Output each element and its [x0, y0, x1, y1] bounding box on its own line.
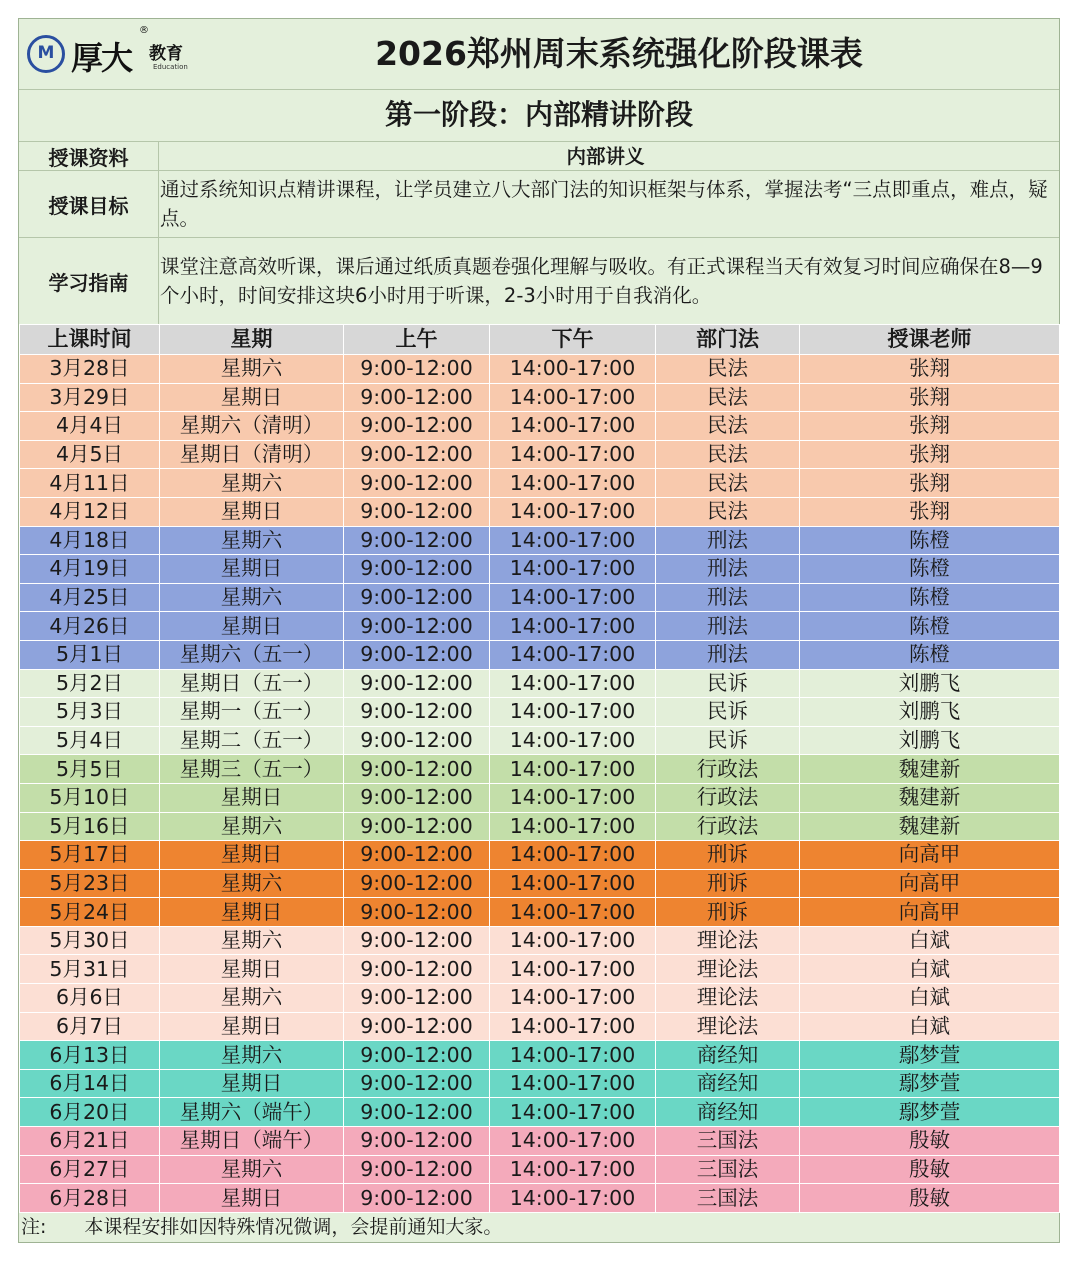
date-cell: 4月18日: [20, 526, 160, 555]
subject-cell: 刑法: [656, 526, 800, 555]
info-row-guide: [19, 238, 1059, 325]
subject-cell: 三国法: [656, 1155, 800, 1184]
footnote-text: 本课程安排如因特殊情况微调，会提前通知大家。: [84, 1216, 503, 1238]
date-cell: 6月7日: [20, 1012, 160, 1041]
column-header: 上课时间: [20, 325, 160, 355]
table-row: [20, 984, 1060, 1013]
column-header: 星期: [160, 325, 344, 355]
afternoon-cell: 14:00-17:00: [490, 726, 656, 755]
date-cell: 4月25日: [20, 583, 160, 612]
schedule-sheet: [18, 18, 1060, 1243]
morning-cell: 9:00-12:00: [344, 612, 490, 641]
date-cell: 4月19日: [20, 555, 160, 584]
teacher-cell: 向高甲: [800, 898, 1060, 927]
weekday-cell: 星期六（五一）: [160, 640, 344, 669]
logo-subtitle-en: Education: [153, 63, 188, 71]
table-row: [20, 926, 1060, 955]
date-cell: 5月5日: [20, 755, 160, 784]
subject-cell: 刑诉: [656, 869, 800, 898]
afternoon-cell: 14:00-17:00: [490, 926, 656, 955]
weekday-cell: 星期六: [160, 469, 344, 498]
afternoon-cell: 14:00-17:00: [490, 1098, 656, 1127]
teacher-cell: 张翔: [800, 412, 1060, 441]
morning-cell: 9:00-12:00: [344, 841, 490, 870]
weekday-cell: 星期日（清明）: [160, 440, 344, 469]
morning-cell: 9:00-12:00: [344, 783, 490, 812]
date-cell: 3月28日: [20, 355, 160, 384]
weekday-cell: 星期一（五一）: [160, 698, 344, 727]
info-label: 授课目标: [19, 171, 159, 237]
weekday-cell: 星期六: [160, 355, 344, 384]
brand-logo: [25, 25, 195, 81]
subject-cell: 民法: [656, 469, 800, 498]
date-cell: 5月1日: [20, 640, 160, 669]
date-cell: 4月26日: [20, 612, 160, 641]
subject-cell: 刑诉: [656, 898, 800, 927]
table-row: [20, 841, 1060, 870]
info-label: 授课资料: [19, 142, 159, 170]
teacher-cell: 殷敏: [800, 1184, 1060, 1213]
table-row: [20, 1184, 1060, 1213]
table-header-row: [20, 325, 1060, 355]
teacher-cell: 向高甲: [800, 841, 1060, 870]
subject-cell: 民法: [656, 440, 800, 469]
phase-title: 第一阶段：内部精讲阶段: [19, 89, 1059, 142]
table-row: [20, 812, 1060, 841]
afternoon-cell: 14:00-17:00: [490, 469, 656, 498]
morning-cell: 9:00-12:00: [344, 898, 490, 927]
page-title: 2026郑州周末系统强化阶段课表: [375, 34, 863, 73]
table-row: [20, 583, 1060, 612]
weekday-cell: 星期二（五一）: [160, 726, 344, 755]
morning-cell: 9:00-12:00: [344, 698, 490, 727]
subject-cell: 三国法: [656, 1184, 800, 1213]
afternoon-cell: 14:00-17:00: [490, 898, 656, 927]
teacher-cell: 白斌: [800, 955, 1060, 984]
weekday-cell: 星期六: [160, 583, 344, 612]
table-row: [20, 440, 1060, 469]
table-row: [20, 726, 1060, 755]
date-cell: 4月11日: [20, 469, 160, 498]
date-cell: 3月29日: [20, 383, 160, 412]
table-row: [20, 783, 1060, 812]
info-content: 课堂注意高效听课，课后通过纸质真题卷强化理解与吸收。有正式课程当天有效复习时间应确保在8—9个小时，时间安排这块6小时用于听课，2-3小时用于自我消化。: [160, 255, 1043, 307]
info-content: 通过系统知识点精讲课程，让学员建立八大部门法的知识框架与体系，掌握法考“三点即重点，难点，疑点。: [160, 178, 1048, 230]
date-cell: 5月30日: [20, 926, 160, 955]
afternoon-cell: 14:00-17:00: [490, 1012, 656, 1041]
date-cell: 4月5日: [20, 440, 160, 469]
table-row: [20, 612, 1060, 641]
morning-cell: 9:00-12:00: [344, 869, 490, 898]
subject-cell: 行政法: [656, 783, 800, 812]
date-cell: 6月28日: [20, 1184, 160, 1213]
logo-subtitle: 教育: [149, 44, 183, 64]
afternoon-cell: 14:00-17:00: [490, 1155, 656, 1184]
morning-cell: 9:00-12:00: [344, 440, 490, 469]
afternoon-cell: 14:00-17:00: [490, 383, 656, 412]
subject-cell: 民诉: [656, 726, 800, 755]
table-row: [20, 469, 1060, 498]
morning-cell: 9:00-12:00: [344, 955, 490, 984]
weekday-cell: 星期六: [160, 526, 344, 555]
date-cell: 6月6日: [20, 984, 160, 1013]
table-row: [20, 698, 1060, 727]
weekday-cell: 星期六（清明）: [160, 412, 344, 441]
morning-cell: 9:00-12:00: [344, 355, 490, 384]
morning-cell: 9:00-12:00: [344, 812, 490, 841]
info-label: 学习指南: [19, 238, 159, 324]
date-cell: 5月2日: [20, 669, 160, 698]
weekday-cell: 星期三（五一）: [160, 755, 344, 784]
teacher-cell: 魏建新: [800, 755, 1060, 784]
teacher-cell: 魏建新: [800, 812, 1060, 841]
morning-cell: 9:00-12:00: [344, 640, 490, 669]
morning-cell: 9:00-12:00: [344, 1184, 490, 1213]
title-row: [19, 19, 1059, 90]
table-row: [20, 640, 1060, 669]
weekday-cell: 星期六: [160, 812, 344, 841]
afternoon-cell: 14:00-17:00: [490, 1041, 656, 1070]
weekday-cell: 星期日（五一）: [160, 669, 344, 698]
subject-cell: 行政法: [656, 812, 800, 841]
morning-cell: 9:00-12:00: [344, 526, 490, 555]
subject-cell: 民法: [656, 383, 800, 412]
afternoon-cell: 14:00-17:00: [490, 869, 656, 898]
table-row: [20, 383, 1060, 412]
afternoon-cell: 14:00-17:00: [490, 412, 656, 441]
teacher-cell: 殷敏: [800, 1127, 1060, 1156]
subject-cell: 理论法: [656, 984, 800, 1013]
subject-cell: 刑法: [656, 640, 800, 669]
weekday-cell: 星期日: [160, 497, 344, 526]
afternoon-cell: 14:00-17:00: [490, 955, 656, 984]
teacher-cell: 向高甲: [800, 869, 1060, 898]
afternoon-cell: 14:00-17:00: [490, 812, 656, 841]
table-row: [20, 955, 1060, 984]
column-header: 授课老师: [800, 325, 1060, 355]
date-cell: 4月12日: [20, 497, 160, 526]
teacher-cell: 张翔: [800, 440, 1060, 469]
table-row: [20, 898, 1060, 927]
date-cell: 6月21日: [20, 1127, 160, 1156]
subject-cell: 民诉: [656, 669, 800, 698]
morning-cell: 9:00-12:00: [344, 1041, 490, 1070]
date-cell: 5月16日: [20, 812, 160, 841]
morning-cell: 9:00-12:00: [344, 1069, 490, 1098]
morning-cell: 9:00-12:00: [344, 583, 490, 612]
subject-cell: 刑法: [656, 555, 800, 584]
teacher-cell: 陈橙: [800, 612, 1060, 641]
afternoon-cell: 14:00-17:00: [490, 526, 656, 555]
teacher-cell: 殷敏: [800, 1155, 1060, 1184]
weekday-cell: 星期日: [160, 955, 344, 984]
schedule-table: [19, 324, 1060, 1213]
date-cell: 5月24日: [20, 898, 160, 927]
morning-cell: 9:00-12:00: [344, 555, 490, 584]
date-cell: 4月4日: [20, 412, 160, 441]
afternoon-cell: 14:00-17:00: [490, 1069, 656, 1098]
morning-cell: 9:00-12:00: [344, 497, 490, 526]
teacher-cell: 刘鹏飞: [800, 698, 1060, 727]
info-content: 内部讲义: [566, 144, 645, 168]
weekday-cell: 星期日: [160, 1069, 344, 1098]
weekday-cell: 星期日: [160, 1184, 344, 1213]
info-row-materials: [19, 142, 1059, 171]
morning-cell: 9:00-12:00: [344, 755, 490, 784]
weekday-cell: 星期六: [160, 869, 344, 898]
morning-cell: 9:00-12:00: [344, 926, 490, 955]
morning-cell: 9:00-12:00: [344, 383, 490, 412]
afternoon-cell: 14:00-17:00: [490, 984, 656, 1013]
date-cell: 6月27日: [20, 1155, 160, 1184]
afternoon-cell: 14:00-17:00: [490, 497, 656, 526]
teacher-cell: 张翔: [800, 497, 1060, 526]
column-header: 下午: [490, 325, 656, 355]
teacher-cell: 张翔: [800, 355, 1060, 384]
teacher-cell: 张翔: [800, 383, 1060, 412]
date-cell: 5月3日: [20, 698, 160, 727]
table-row: [20, 1098, 1060, 1127]
afternoon-cell: 14:00-17:00: [490, 612, 656, 641]
subject-cell: 商经知: [656, 1041, 800, 1070]
subject-cell: 理论法: [656, 926, 800, 955]
date-cell: 5月17日: [20, 841, 160, 870]
date-cell: 5月23日: [20, 869, 160, 898]
weekday-cell: 星期六: [160, 926, 344, 955]
weekday-cell: 星期日: [160, 1012, 344, 1041]
weekday-cell: 星期日: [160, 841, 344, 870]
footnote-prefix: 注:: [21, 1216, 47, 1238]
schedule-body: [20, 355, 1060, 1213]
date-cell: 6月14日: [20, 1069, 160, 1098]
teacher-cell: 白斌: [800, 926, 1060, 955]
subject-cell: 民法: [656, 497, 800, 526]
afternoon-cell: 14:00-17:00: [490, 783, 656, 812]
subject-cell: 理论法: [656, 955, 800, 984]
table-row: [20, 669, 1060, 698]
afternoon-cell: 14:00-17:00: [490, 669, 656, 698]
teacher-cell: 鄢梦萱: [800, 1041, 1060, 1070]
teacher-cell: 白斌: [800, 1012, 1060, 1041]
table-row: [20, 869, 1060, 898]
subject-cell: 商经知: [656, 1069, 800, 1098]
column-header: 部门法: [656, 325, 800, 355]
date-cell: 5月31日: [20, 955, 160, 984]
teacher-cell: 陈橙: [800, 555, 1060, 584]
date-cell: 6月20日: [20, 1098, 160, 1127]
column-header: 上午: [344, 325, 490, 355]
subject-cell: 刑诉: [656, 841, 800, 870]
teacher-cell: 陈橙: [800, 640, 1060, 669]
table-row: [20, 497, 1060, 526]
weekday-cell: 星期六: [160, 1041, 344, 1070]
subject-cell: 三国法: [656, 1127, 800, 1156]
table-row: [20, 1127, 1060, 1156]
weekday-cell: 星期日: [160, 783, 344, 812]
table-row: [20, 1012, 1060, 1041]
table-row: [20, 755, 1060, 784]
afternoon-cell: 14:00-17:00: [490, 440, 656, 469]
table-row: [20, 1069, 1060, 1098]
table-row: [20, 1155, 1060, 1184]
date-cell: 6月13日: [20, 1041, 160, 1070]
weekday-cell: 星期六（端午）: [160, 1098, 344, 1127]
subject-cell: 民法: [656, 355, 800, 384]
teacher-cell: 张翔: [800, 469, 1060, 498]
teacher-cell: 刘鹏飞: [800, 726, 1060, 755]
table-row: [20, 355, 1060, 384]
weekday-cell: 星期日: [160, 898, 344, 927]
morning-cell: 9:00-12:00: [344, 1155, 490, 1184]
subject-cell: 民法: [656, 412, 800, 441]
logo-registered-mark: ®: [139, 25, 149, 36]
morning-cell: 9:00-12:00: [344, 726, 490, 755]
afternoon-cell: 14:00-17:00: [490, 1184, 656, 1213]
morning-cell: 9:00-12:00: [344, 1012, 490, 1041]
weekday-cell: 星期日: [160, 555, 344, 584]
subject-cell: 行政法: [656, 755, 800, 784]
teacher-cell: 魏建新: [800, 783, 1060, 812]
morning-cell: 9:00-12:00: [344, 669, 490, 698]
logo-emblem-icon: M: [27, 35, 65, 73]
morning-cell: 9:00-12:00: [344, 412, 490, 441]
afternoon-cell: 14:00-17:00: [490, 755, 656, 784]
table-row: [20, 1041, 1060, 1070]
afternoon-cell: 14:00-17:00: [490, 1127, 656, 1156]
afternoon-cell: 14:00-17:00: [490, 555, 656, 584]
teacher-cell: 鄢梦萱: [800, 1098, 1060, 1127]
afternoon-cell: 14:00-17:00: [490, 841, 656, 870]
afternoon-cell: 14:00-17:00: [490, 640, 656, 669]
afternoon-cell: 14:00-17:00: [490, 355, 656, 384]
date-cell: 5月10日: [20, 783, 160, 812]
morning-cell: 9:00-12:00: [344, 469, 490, 498]
subject-cell: 刑法: [656, 583, 800, 612]
teacher-cell: 白斌: [800, 984, 1060, 1013]
table-row: [20, 555, 1060, 584]
info-row-goals: [19, 171, 1059, 238]
teacher-cell: 陈橙: [800, 583, 1060, 612]
morning-cell: 9:00-12:00: [344, 1098, 490, 1127]
logo-name: 厚大: [71, 39, 132, 77]
morning-cell: 9:00-12:00: [344, 984, 490, 1013]
footnote: [21, 1214, 502, 1240]
afternoon-cell: 14:00-17:00: [490, 698, 656, 727]
weekday-cell: 星期六: [160, 984, 344, 1013]
weekday-cell: 星期日: [160, 612, 344, 641]
weekday-cell: 星期日: [160, 383, 344, 412]
teacher-cell: 鄢梦萱: [800, 1069, 1060, 1098]
weekday-cell: 星期六: [160, 1155, 344, 1184]
subject-cell: 商经知: [656, 1098, 800, 1127]
teacher-cell: 陈橙: [800, 526, 1060, 555]
date-cell: 5月4日: [20, 726, 160, 755]
weekday-cell: 星期日（端午）: [160, 1127, 344, 1156]
morning-cell: 9:00-12:00: [344, 1127, 490, 1156]
table-row: [20, 412, 1060, 441]
afternoon-cell: 14:00-17:00: [490, 583, 656, 612]
teacher-cell: 刘鹏飞: [800, 669, 1060, 698]
subject-cell: 民诉: [656, 698, 800, 727]
table-row: [20, 526, 1060, 555]
subject-cell: 刑法: [656, 612, 800, 641]
subject-cell: 理论法: [656, 1012, 800, 1041]
